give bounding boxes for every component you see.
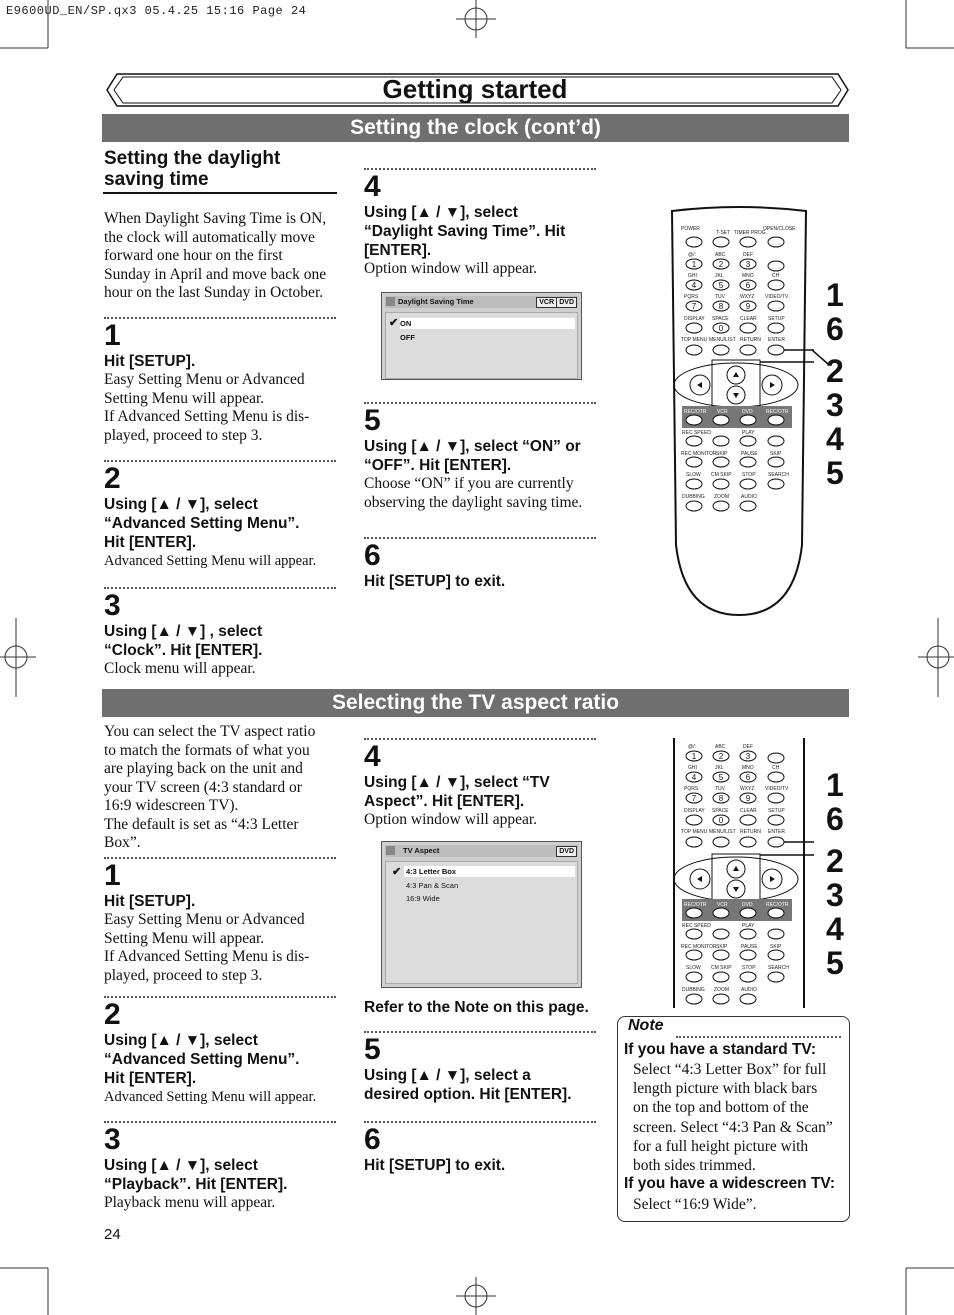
svg-text:PLAY: PLAY [742,430,755,436]
divider [364,537,596,539]
svg-text:DUBBING: DUBBING [682,494,705,500]
svg-text:T-SET: T-SET [716,230,731,236]
svg-text:PQRS: PQRS [684,294,699,300]
subhead-rule [103,192,337,194]
svg-text:TIMER PROG.: TIMER PROG. [734,230,768,236]
svg-text:VIDEO/TV: VIDEO/TV [765,294,789,300]
s2-step-1: 1 Hit [SETUP]. Easy Setting Menu or Advanced Setting Menu will appear. If Advanced Setting Menu is dis- played, proceed to step 3. [104,859,310,984]
osd-options [385,861,578,984]
osd-option: 16:9 Wide [406,894,440,903]
osd-header: TV Aspect DVD [385,845,578,857]
svg-text:VIDEO/TV: VIDEO/TV [765,786,789,792]
s1-step-4: 4 Using [▲ / ▼], select “Daylight Saving Time”. Hit [ENTER]. Option window will appear. [364,170,566,277]
s1-step-2: 2 Using [▲ / ▼], select “Advanced Setting Menu”. Hit [ENTER]. Advanced Setting Menu will appear. [104,462,317,569]
svg-text:CLEAR: CLEAR [740,316,757,322]
page-title: Getting started [382,74,568,104]
svg-text:DEF: DEF [743,252,753,258]
svg-text:REC/OTR: REC/OTR [684,902,707,908]
svg-text:5: 5 [718,281,724,290]
svg-text:DUBBING: DUBBING [682,987,705,993]
svg-text:5: 5 [718,773,724,782]
svg-text:DISPLAY: DISPLAY [684,316,705,322]
page-number: 24 [104,1226,121,1243]
svg-text:POWER: POWER [681,226,700,232]
svg-text:STOP: STOP [742,965,756,971]
svg-text:SKIP: SKIP [716,451,728,457]
svg-text:ZOOM: ZOOM [714,987,729,993]
svg-text:REC/OTR: REC/OTR [684,409,707,415]
osd-menu-icon [386,846,395,855]
svg-text:SKIP: SKIP [770,944,782,950]
svg-text:GHI: GHI [688,273,697,279]
divider [104,996,336,998]
svg-text:9: 9 [745,302,751,311]
note-body-standard: Select “4:3 Letter Box” for full length picture with black bars on the top and bottom of the screen. Select “4:3 Pan & Scan” for a full height picture with both sides trimmed. [633,1061,833,1175]
osd-selection-highlight [400,318,575,329]
svg-text:CH: CH [772,765,780,771]
s2-step-3: 3 Using [▲ / ▼], select “Playback”. Hit [ENTER]. Playback menu will appear. [104,1123,288,1211]
svg-text:SETUP: SETUP [768,316,785,322]
svg-text:8: 8 [718,794,724,803]
svg-text:3: 3 [745,260,751,269]
refer-note: Refer to the Note on this page. [364,999,589,1016]
divider [364,402,596,404]
printer-slug: E9600UD_EN/SP.qx3 05.4.25 15:16 Page 24 [6,4,307,18]
svg-text:8: 8 [718,302,724,311]
svg-text:4: 4 [691,773,697,782]
svg-text:SKIP: SKIP [716,944,728,950]
svg-text:3: 3 [745,752,751,761]
osd-menu-icon [386,297,395,306]
check-icon: ✔ [392,866,402,878]
svg-text:AUDIO: AUDIO [741,987,757,993]
svg-text:GHI: GHI [688,765,697,771]
svg-text:2: 2 [718,260,724,269]
s2-step-5: 5 Using [▲ / ▼], select a desired option. Hit [ENTER]. [364,1033,572,1103]
svg-text:REC MONITOR: REC MONITOR [681,944,717,950]
svg-text:PAUSE: PAUSE [741,451,758,457]
osd-tag-dvd: DVD [556,846,577,857]
s2-step-4: 4 Using [▲ / ▼], select “TV Aspect”. Hit [ENTER]. Option window will appear. [364,740,550,828]
svg-text:7: 7 [691,302,697,311]
svg-text:MNO: MNO [742,273,754,279]
svg-text:0: 0 [718,816,724,825]
osd-tag-vcr: VCR [536,297,557,308]
svg-text:@/:: @/: [688,252,696,258]
svg-text:WXYZ: WXYZ [740,294,755,300]
svg-text:TOP MENU: TOP MENU [681,829,708,835]
divider [104,317,336,319]
daylight-intro: When Daylight Saving Time is ON, the clock will automatically move forward one hour on the first Sunday in April and move back one hour on the last Sunday in October. [104,210,327,301]
svg-text:STOP: STOP [742,472,756,478]
svg-text:MNO: MNO [742,765,754,771]
svg-text:DISPLAY: DISPLAY [684,808,705,814]
s1-step-6: 6 Hit [SETUP] to exit. [364,539,506,590]
svg-text:SEARCH: SEARCH [768,472,789,478]
s1-step-3: 3 Using [▲ / ▼] , select “Clock”. Hit [ENTER]. Clock menu will appear. [104,589,263,677]
svg-text:1: 1 [691,752,697,761]
osd-option: 4:3 Letter Box [406,867,457,876]
section-banner-clock: Setting the clock (cont’d) [102,114,849,142]
svg-text:SPACE: SPACE [712,808,729,814]
svg-text:TOP MENU: TOP MENU [681,337,708,343]
svg-text:REC SPEED: REC SPEED [682,923,711,929]
svg-text:MENU/LIST: MENU/LIST [709,337,736,343]
svg-text:JKL: JKL [715,273,724,279]
svg-text:CH: CH [772,273,780,279]
remote-control-illustration [664,738,814,1018]
osd-options [385,312,578,379]
osd-tag-dvd: DVD [556,297,577,308]
note-body-widescreen: Select “16:9 Wide”. [633,1196,757,1213]
svg-text:9: 9 [745,794,751,803]
svg-text:4: 4 [691,281,697,290]
divider [104,1121,336,1123]
svg-text:MENU/LIST: MENU/LIST [709,829,736,835]
svg-text:1: 1 [691,260,697,269]
svg-text:PAUSE: PAUSE [741,944,758,950]
svg-text:SEARCH: SEARCH [768,965,789,971]
svg-text:ZOOM: ZOOM [714,494,729,500]
divider [104,857,336,859]
svg-text:DVD: DVD [742,902,753,908]
svg-text:ENTER: ENTER [768,829,785,835]
divider [676,1036,841,1038]
svg-text:DEF: DEF [743,744,753,750]
svg-text:6: 6 [745,773,751,782]
divider [364,1031,596,1033]
svg-text:0: 0 [718,324,724,333]
svg-text:AUDIO: AUDIO [741,494,757,500]
svg-text:ABC: ABC [715,744,726,750]
section-banner-aspect: Selecting the TV aspect ratio [102,689,849,717]
svg-text:REC/OTR: REC/OTR [766,902,789,908]
osd-option: OFF [400,333,415,342]
s2-step-2: 2 Using [▲ / ▼], select “Advanced Setting Menu”. Hit [ENTER]. Advanced Setting Menu will appear. [104,998,317,1105]
note-box [617,1016,850,1222]
note-head-standard: If you have a standard TV: [624,1041,817,1058]
check-icon: ✔ [389,317,399,329]
note-title: Note [628,1017,664,1034]
note-head-widescreen: If you have a widescreen TV: [624,1175,836,1192]
aspect-intro: You can select the TV aspect ratio to match the formats of what you are playing back on the unit and your TV screen (4:3 standard or 16:9 widescreen TV). The default is set as “4:3 Letter Box”. [104,723,316,851]
svg-text:7: 7 [691,794,697,803]
svg-text:SPACE: SPACE [712,316,729,322]
svg-text:TUV: TUV [715,294,725,300]
osd-option: ON [400,319,412,328]
svg-text:CM SKIP: CM SKIP [711,472,732,478]
svg-text:REC SPEED: REC SPEED [682,430,711,436]
svg-text:SKIP: SKIP [770,451,782,457]
remote-control-illustration [664,205,814,617]
svg-text:ENTER: ENTER [768,337,785,343]
svg-text:SLOW: SLOW [686,472,701,478]
divider [104,587,336,589]
side-step-numbers: 1 6 2 3 4 5 [826,277,844,491]
svg-text:OPEN/CLOSE: OPEN/CLOSE [763,226,796,232]
svg-text:CM SKIP: CM SKIP [711,965,732,971]
svg-text:VCR: VCR [717,902,728,908]
svg-text:PQRS: PQRS [684,786,699,792]
s2-step-6: 6 Hit [SETUP] to exit. [364,1123,506,1174]
svg-text:SLOW: SLOW [686,965,701,971]
side-step-numbers: 1 6 2 3 4 5 [826,767,844,981]
svg-text:REC/OTR: REC/OTR [766,409,789,415]
svg-text:WXYZ: WXYZ [740,786,755,792]
svg-text:2: 2 [718,752,724,761]
svg-text:PLAY: PLAY [742,923,755,929]
osd-option: 4:3 Pan & Scan [406,881,459,890]
divider [364,738,596,740]
osd-header: Daylight Saving Time VCR DVD [385,296,578,308]
svg-text:CLEAR: CLEAR [740,808,757,814]
divider [104,460,336,462]
divider [364,168,596,170]
svg-text:TUV: TUV [715,786,725,792]
osd-tv-aspect [381,841,582,988]
osd-daylight-saving [381,292,582,380]
svg-text:6: 6 [745,281,751,290]
svg-text:JKL: JKL [715,765,724,771]
svg-text:REC MONITOR: REC MONITOR [681,451,717,457]
subhead-daylight: Setting the daylight saving time [104,148,281,190]
svg-text:RETURN: RETURN [740,337,761,343]
svg-text:ABC: ABC [715,252,726,258]
divider [364,1121,596,1123]
svg-text:DVD: DVD [742,409,753,415]
s1-step-5: 5 Using [▲ / ▼], select “ON” or “OFF”. Hit [ENTER]. Choose “ON” if you are currently observing the daylight saving time. [364,404,583,511]
svg-text:SETUP: SETUP [768,808,785,814]
s1-step-1: 1 Hit [SETUP]. Easy Setting Menu or Advanced Setting Menu will appear. If Advanced Setting Menu is dis- played, proceed to step 3. [104,319,310,444]
svg-text:@/:: @/: [688,744,696,750]
svg-text:RETURN: RETURN [740,829,761,835]
svg-text:VCR: VCR [717,409,728,415]
